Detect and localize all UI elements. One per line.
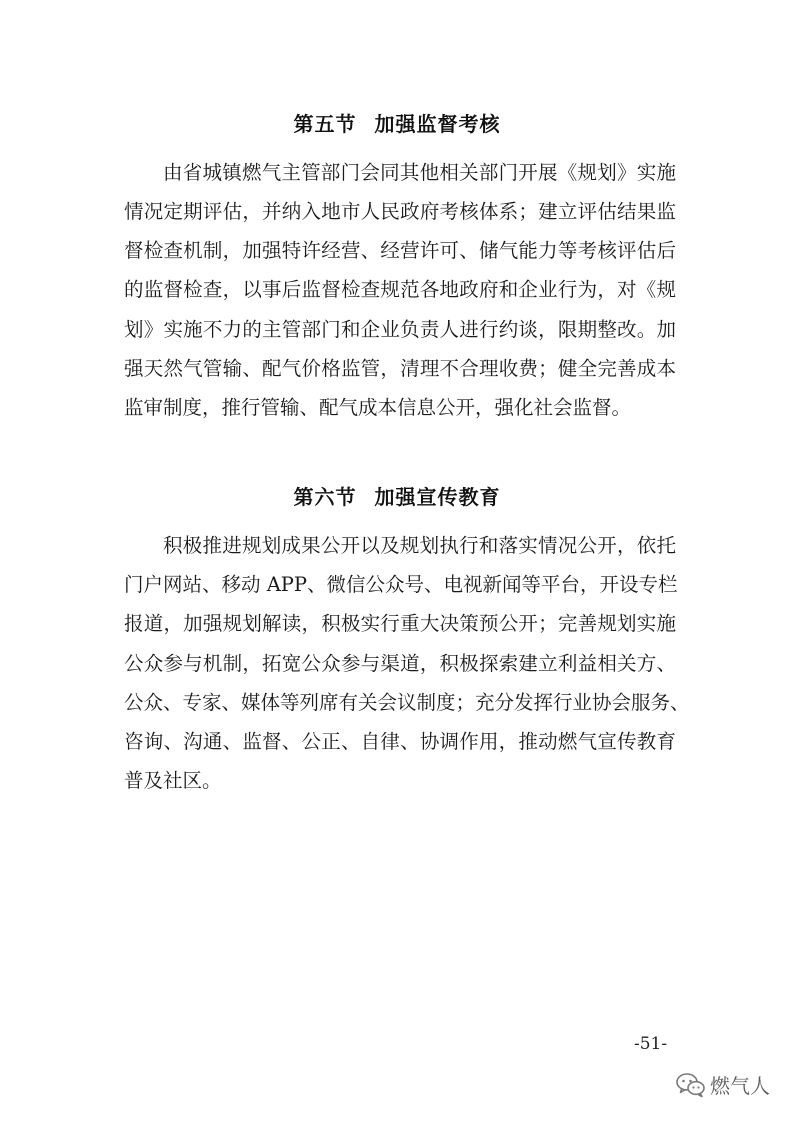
paragraph-line: 督检查机制，加强特许经营、经营许可、储气能力等考核评估后 — [124, 239, 676, 262]
paragraph-line: 的监督检查，以事后监督检查规范各地政府和企业行为，对《规 — [124, 278, 676, 301]
paragraph-line: 门户网站、移动 APP、微信公众号、电视新闻等平台，开设专栏 — [124, 573, 678, 596]
page-number: -51- — [634, 1034, 668, 1054]
paragraph-line: 公众参与机制，拓宽公众参与渠道，积极探索建立利益相关方、 — [124, 652, 676, 675]
wechat-logo-icon — [676, 1072, 706, 1098]
paragraph-line: 报道，加强规划解读，积极实行重大决策预公开；完善规划实施 — [124, 612, 676, 635]
paragraph-line: 监审制度，推行管输、配气成本信息公开，强化社会监督。 — [124, 396, 632, 419]
section-6-number: 第六节 — [293, 485, 357, 509]
section-5-number: 第五节 — [293, 112, 357, 136]
paragraph-line: 划》实施不力的主管部门和企业负责人进行约谈，限期整改。加 — [124, 318, 676, 341]
section-5-heading: 加强监督考核 — [374, 112, 501, 136]
paragraph-line: 强天然气管输、配气价格监管，清理不合理收费；健全完善成本 — [124, 357, 676, 380]
paragraph-line: 普及社区。 — [124, 769, 222, 792]
paragraph-line: 咨询、沟通、监督、公正、自律、协调作用，推动燃气宣传教育 — [124, 730, 676, 753]
section-6-heading: 加强宣传教育 — [374, 485, 501, 509]
section-6-title — [0, 481, 794, 510]
paragraph-line: 公众、专家、媒体等列席有关会议制度；充分发挥行业协会服务、 — [124, 691, 690, 714]
watermark-text: 燃气人 — [710, 1074, 770, 1098]
section-5-title — [0, 108, 794, 137]
paragraph-line: 情况定期评估，并纳入地市人民政府考核体系；建立评估结果监 — [124, 200, 676, 223]
paragraph-line: 积极推进规划成果公开以及规划执行和落实情况公开，依托 — [163, 534, 676, 557]
watermark — [676, 1070, 770, 1099]
paragraph-line: 由省城镇燃气主管部门会同其他相关部门开展《规划》实施 — [163, 161, 676, 184]
